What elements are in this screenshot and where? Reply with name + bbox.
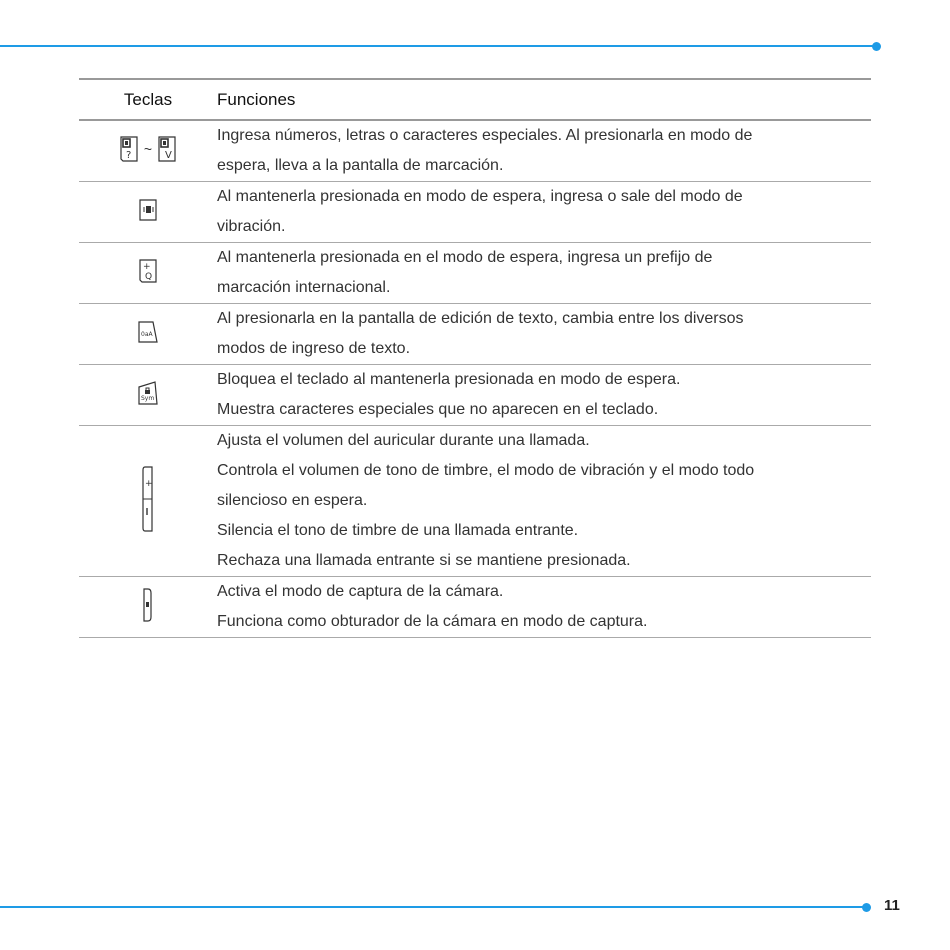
function-line: Silencia el tono de timbre de una llamada entrante.: [217, 522, 579, 539]
table-row: [79, 120, 871, 182]
function-line: Ajusta el volumen del auricular durante una llamada.: [217, 432, 590, 449]
keys-table: [79, 78, 871, 638]
sym-lock-key-icon: [138, 381, 158, 405]
key-cell: [79, 243, 217, 304]
function-line: vibración.: [217, 218, 286, 235]
function-line: Muestra caracteres especiales que no aparecen en el teclado.: [217, 401, 659, 418]
svg-text:0aA: 0aA: [141, 330, 153, 338]
camera-key-icon: [143, 588, 153, 622]
table-row: [79, 182, 871, 243]
column-header-funciones: Funciones: [217, 89, 296, 109]
function-line: Activa el modo de captura de la cámara.: [217, 583, 504, 600]
function-line: Al presionarla en la pantalla de edición de texto, cambia entre los diversos: [217, 310, 744, 327]
key-cell: [79, 120, 217, 182]
svg-text:Sym: Sym: [141, 394, 155, 402]
svg-text:+: +: [143, 261, 151, 272]
function-line: Funciona como obturador de la cámara en modo de captura.: [217, 613, 648, 630]
bottom-rule-dot: [862, 903, 871, 912]
top-rule: [0, 45, 876, 47]
function-line: modos de ingreso de texto.: [217, 340, 411, 357]
top-rule-dot: [872, 42, 881, 51]
function-cell: [217, 182, 871, 243]
function-line: Al mantenerla presionada en el modo de espera, ingresa un prefijo de: [217, 249, 713, 266]
function-line: Al mantenerla presionada en modo de espera, ingresa o sale del modo de: [217, 188, 743, 205]
function-line: Ingresa números, letras o caracteres especiales. Al presionarla en modo de: [217, 127, 753, 144]
function-cell: [217, 243, 871, 304]
key-q-icon: [120, 136, 138, 162]
function-line: Rechaza una llamada entrante si se mantiene presionada.: [217, 552, 631, 569]
key-cell: [79, 304, 217, 365]
key-separator: ~: [143, 140, 153, 157]
function-cell: [217, 120, 871, 182]
table-row: [79, 304, 871, 365]
function-line: espera, lleva a la pantalla de marcación.: [217, 157, 504, 174]
key-cell: [79, 365, 217, 426]
key-cell: [79, 182, 217, 243]
function-cell: [217, 304, 871, 365]
function-line: silencioso en espera.: [217, 492, 368, 509]
table-row: [79, 365, 871, 426]
key-cell: [79, 426, 217, 577]
bottom-rule: [0, 906, 866, 908]
table-row: [79, 243, 871, 304]
function-cell: [217, 426, 871, 577]
column-header-teclas: Teclas: [123, 89, 173, 109]
svg-text:Q: Q: [145, 271, 153, 282]
page-number: 11: [884, 897, 900, 914]
q-plus-key-icon: [139, 259, 157, 283]
svg-text:V: V: [165, 149, 172, 161]
table-row: [79, 577, 871, 638]
volume-key-icon: [142, 466, 154, 532]
function-line: Controla el volumen de tono de timbre, el modo de vibración y el modo todo: [217, 462, 755, 479]
key-v-icon: [158, 136, 176, 162]
function-line: marcación internacional.: [217, 279, 391, 296]
table-row: [79, 426, 871, 577]
text-mode-key-icon: [138, 321, 158, 343]
function-cell: [217, 577, 871, 638]
vibrate-key-icon: [139, 199, 157, 221]
svg-text:?: ?: [125, 149, 132, 161]
function-line: Bloquea el teclado al mantenerla presionada en modo de espera.: [217, 371, 681, 388]
svg-text:+: +: [145, 478, 153, 489]
table-header-row: [79, 79, 871, 120]
function-cell: [217, 365, 871, 426]
key-cell: [79, 577, 217, 638]
